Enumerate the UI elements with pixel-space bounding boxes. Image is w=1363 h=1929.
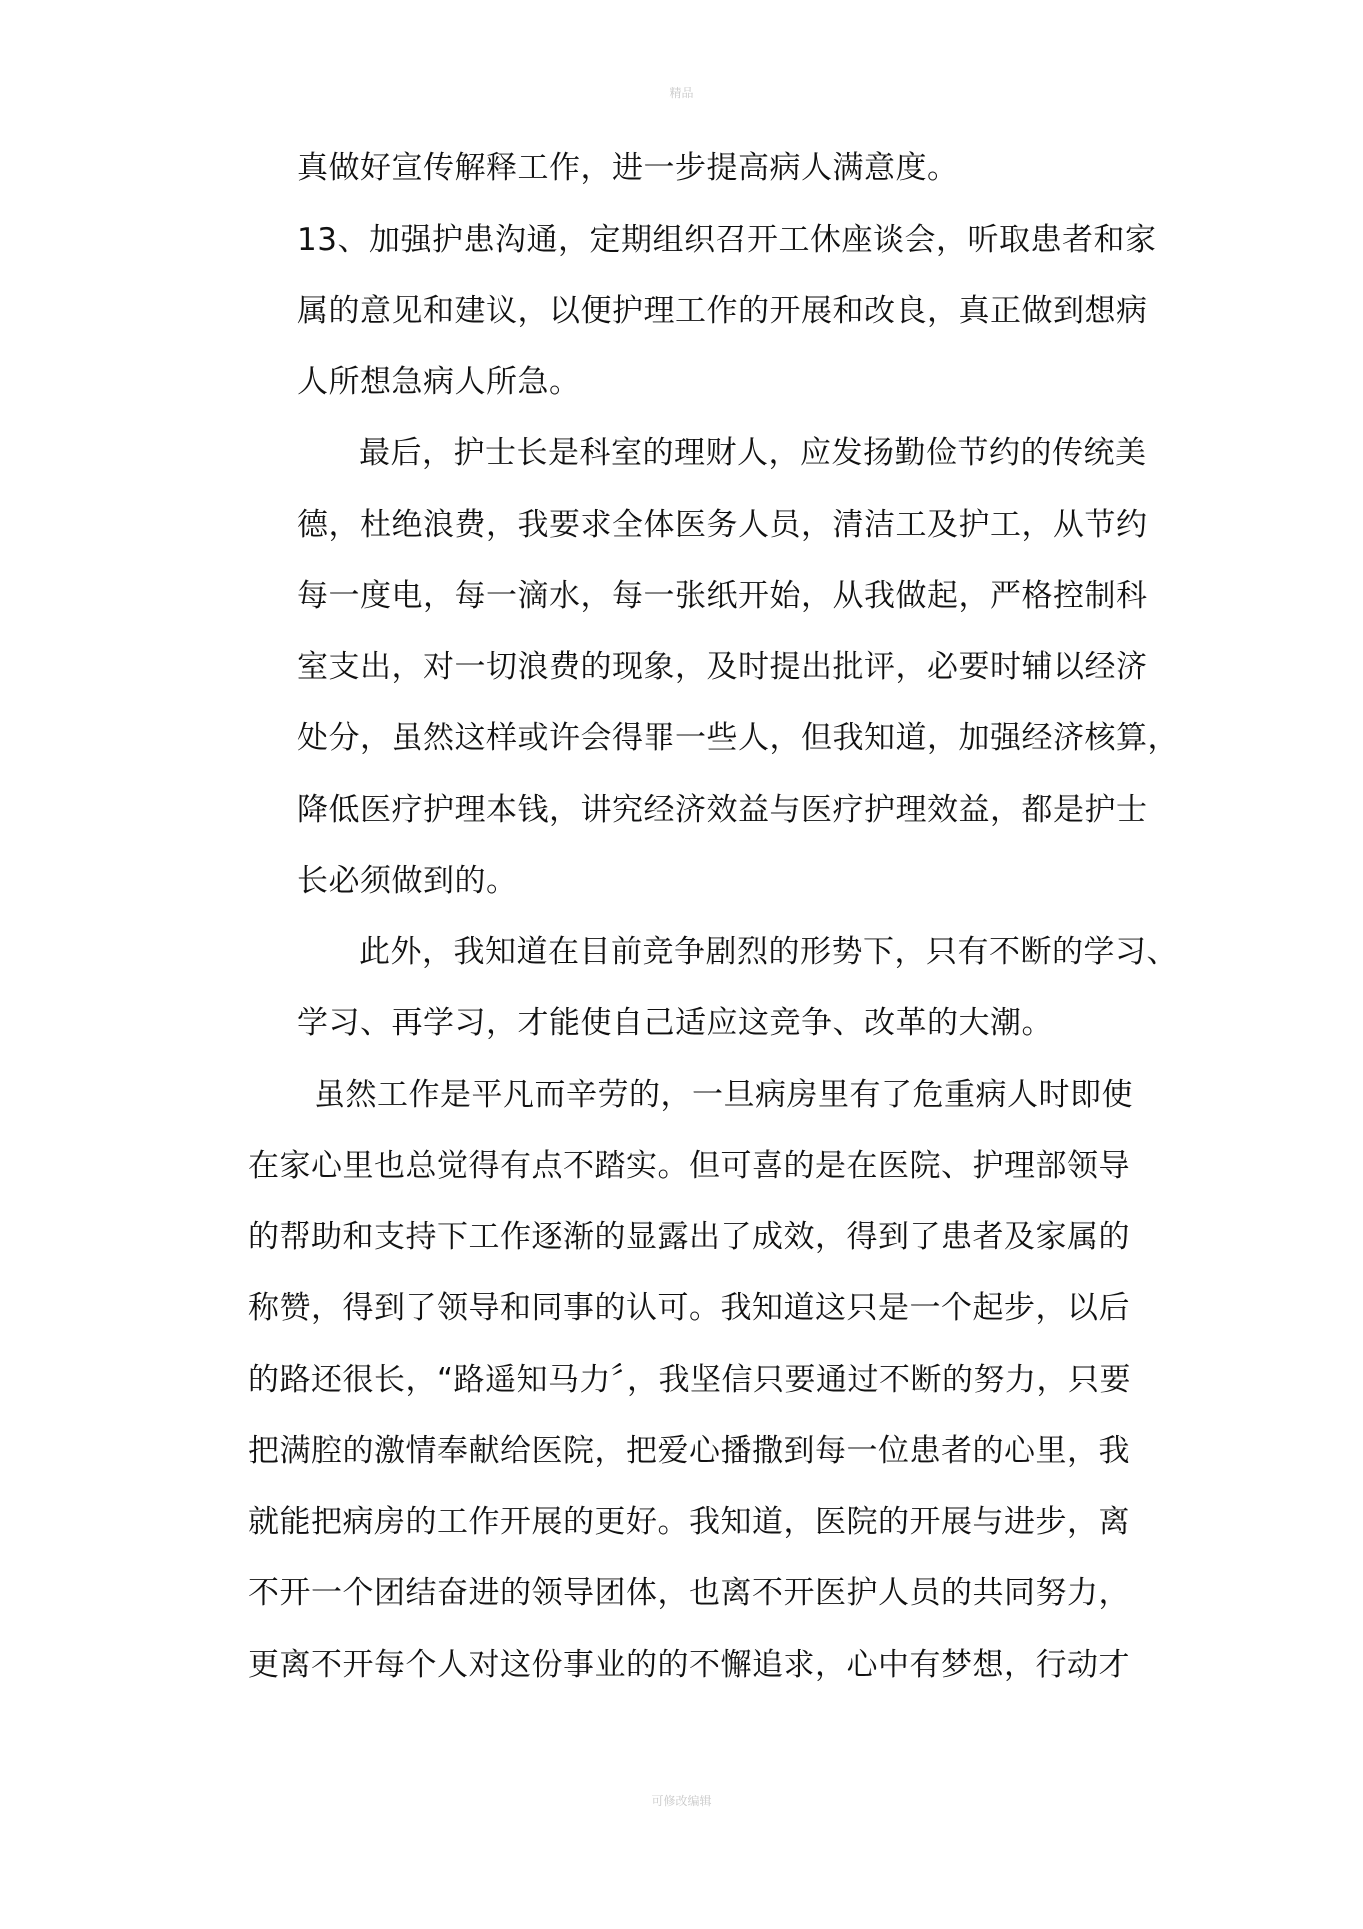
header-watermark: 精品 [669, 86, 694, 100]
text-line-7: 每一度电，每一滴水，每一张纸开始，从我做起，严格控制科 [297, 578, 1148, 614]
text-line-9: 处分，虽然这样或许会得罪一些人，但我知道，加强经济核算， [297, 720, 1179, 756]
text-line-16: 的帮助和支持下工作逐渐的显露出了成效，得到了患者及家属的 [248, 1219, 1130, 1255]
text-line-2: 13、加强护患沟通，定期组织召开工休座谈会，听取患者和家 [297, 222, 1157, 258]
footer-watermark: 可修改编辑 [651, 1794, 712, 1808]
text-line-17: 称赞，得到了领导和同事的认可。我知道这只是一个起步，以后 [248, 1290, 1130, 1326]
text-line-15: 在家心里也总觉得有点不踏实。但可喜的是在医院、护理部领导 [248, 1148, 1130, 1184]
text-line-1: 真做好宣传解释工作，进一步提高病人满意度。 [297, 150, 959, 186]
text-line-6: 德，杜绝浪费，我要求全体医务人员，清洁工及护工，从节约 [297, 507, 1148, 543]
text-line-12: 此外，我知道在目前竞争剧烈的形势下，只有不断的学习、 [359, 934, 1178, 970]
text-line-13: 学习、再学习，才能使自己适应这竞争、改革的大潮。 [297, 1005, 1053, 1041]
text-line-8: 室支出，对一切浪费的现象，及时提出批评，必要时辅以经济 [297, 649, 1148, 685]
text-line-3: 属的意见和建议，以便护理工作的开展和改良，真正做到想病 [297, 293, 1148, 329]
text-line-22: 更离不开每个人对这份事业的的不懈追求，心中有梦想，行动才 [248, 1647, 1130, 1683]
text-line-5: 最后，护士长是科室的理财人，应发扬勤俭节约的传统美 [359, 435, 1147, 471]
text-line-18: 的路还很长，“路遥知马力〞，我坚信只要通过不断的努力，只要 [248, 1362, 1132, 1398]
text-line-10: 降低医疗护理本钱，讲究经济效益与医疗护理效益，都是护士 [297, 792, 1148, 828]
text-line-19: 把满腔的激情奉献给医院，把爱心播撒到每一位患者的心里，我 [248, 1433, 1130, 1469]
text-line-14: 虽然工作是平凡而辛劳的，一旦病房里有了危重病人时即使 [314, 1077, 1133, 1113]
text-line-21: 不开一个团结奋进的领导团体，也离不开医护人员的共同努力， [248, 1575, 1130, 1611]
text-line-11: 长必须做到的。 [297, 863, 518, 899]
text-line-20: 就能把病房的工作开展的更好。我知道，医院的开展与进步，离 [248, 1504, 1130, 1540]
text-line-4: 人所想急病人所急。 [297, 364, 581, 400]
